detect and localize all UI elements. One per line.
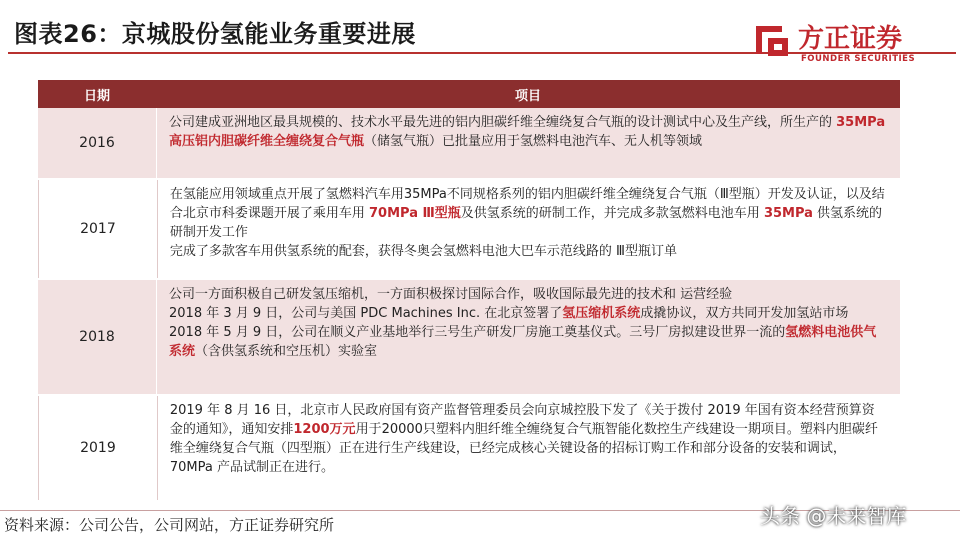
highlight-text: 35MPa 高压铝内胆碳纤维全缠绕复合气瓶 — [169, 115, 886, 149]
row-description — [157, 396, 900, 500]
table-row — [38, 396, 900, 502]
row-year: 2016 — [79, 135, 115, 151]
highlight-text: 70MPa Ⅲ型瓶 — [369, 206, 461, 221]
description-text: 成撬协议，双方共同开发加氢站市场 — [640, 306, 849, 321]
row-description — [156, 108, 900, 178]
source-note: 资料来源：公司公告，公司网站，方正证券研究所 — [4, 516, 335, 534]
watermark: 头条 @未来智库 — [760, 504, 907, 528]
row-description — [157, 180, 900, 278]
description-text: 及供氢系统的研制工作，并完成多款氢燃料电池车用 — [460, 206, 764, 221]
description-text: 公司建成亚洲地区最具规模的、技术水平最先进的铝内胆碳纤维全缠绕复合气瓶的设计测试中心及生产线，所生产的 — [169, 115, 837, 130]
founder-securities-logo — [752, 18, 952, 66]
description-text: （储氢气瓶）已批量应用于氢燃料电池汽车、无人机等领域 — [364, 134, 703, 149]
description-text: 完成了多款客车用供氢系统的配套，获得冬奥会氢燃料电池大巴车示范线路的 Ⅲ型瓶订单 — [169, 244, 677, 259]
row-year: 2018 — [79, 329, 115, 345]
logo-name-en: FOUNDER SECURITIES — [801, 54, 916, 64]
description-text: 用于20000只塑料内胆纤维全缠绕复合气瓶智能化数控生产线建设一期项目。塑料内胆碳纤维全缠绕复合气瓶（四型瓶）正在进行生产线建设，已经完成核心关键设备的招标订购工作和部分设备的安装和调试， 70MPa 产品试制正在进行。 — [169, 422, 878, 475]
highlight-text: 1200万元 — [293, 422, 356, 437]
description-text: 在氢能应用领域重点开展了氢燃料汽车用35MPa不同规格系列的铝内胆碳纤维全缠绕复合气瓶（Ⅲ型瓶）开发及认证，以及结合北京市科委课题开展了乘用车用 — [169, 187, 885, 221]
table-header — [38, 80, 900, 108]
description-text: 供氢系统的研制开发工作 — [169, 206, 883, 240]
table-row — [38, 180, 900, 280]
highlight-text: 35MPa — [763, 206, 813, 221]
description-text: （含供氢系统和空压机）实验室 — [195, 344, 378, 359]
logo-name-cn: 方正证券 — [798, 24, 903, 54]
description-text: 2019 年 8 月 16 日，北京市人民政府国有资产监督管理委员会向京城控股下发了《关于拨付 2019 年国有资本经营预算资金的通知》，通知安排 — [169, 403, 875, 437]
header-item: 项目 — [514, 88, 541, 104]
table-body — [38, 108, 900, 502]
description-text: 2018 年 5 月 9 日，公司在顺义产业基地举行三号生产研发厂房施工奠基仪式。三号厂房拟建设世界一流的 — [169, 325, 786, 340]
header-date: 日期 — [83, 88, 110, 104]
highlight-text: 氢压缩机系统 — [562, 306, 641, 321]
description-text: 公司一方面积极自己研发氢压缩机，一方面积极探讨国际合作，吸收国际最先进的技术和 运营经验 — [169, 287, 733, 302]
table-row — [38, 108, 900, 180]
description-text: 2018 年 3 月 9 日，公司与美国 PDC Machines Inc. 在北京签署了 — [169, 306, 563, 321]
page-title: 图表26：京城股份氢能业务重要进展 — [14, 20, 416, 48]
founder-logo-icon — [752, 20, 792, 60]
row-year: 2017 — [38, 180, 157, 278]
row-description — [156, 280, 900, 394]
progress-table — [38, 80, 900, 502]
row-year: 2019 — [38, 396, 157, 500]
highlight-text: 氢燃料电池供气系统 — [169, 325, 877, 359]
table-row — [38, 280, 900, 396]
